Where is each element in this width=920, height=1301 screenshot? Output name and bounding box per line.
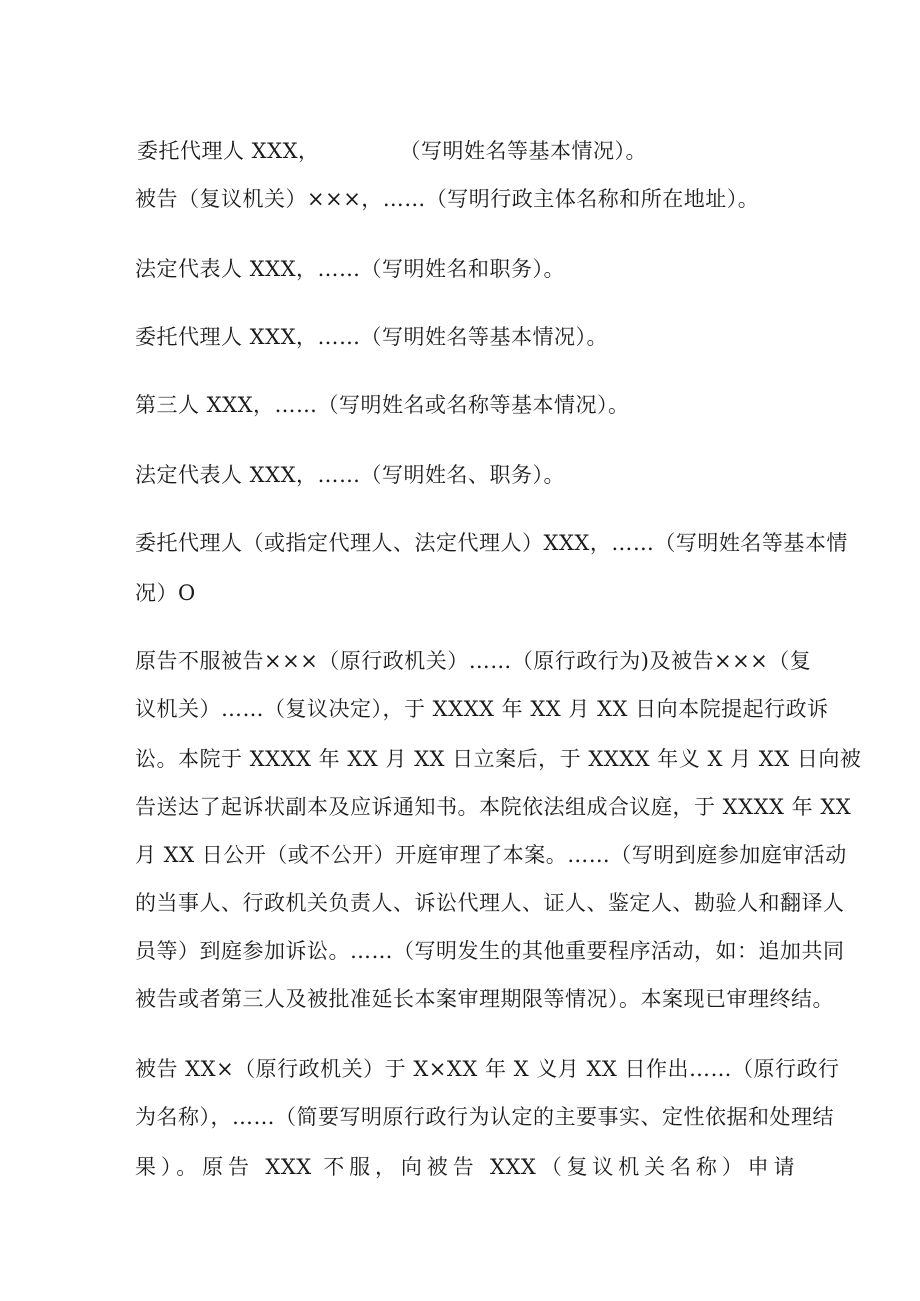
paragraph-line: 法定代表人 XXX，……（写明姓名、职务）。 bbox=[135, 463, 566, 487]
paragraph-line: 被告或者第三人及被批准延长本案审理期限等情况）。本案现已审理终结。 bbox=[135, 987, 834, 1011]
paragraph-line bbox=[137, 138, 647, 164]
paragraph-line: 况）O bbox=[135, 581, 196, 605]
paragraph-line: 法定代表人 XXX，……（写明姓名和职务）。 bbox=[135, 257, 566, 281]
paragraph-line: 告送达了起诉状副本及应诉通知书。本院依法组成合议庭，于 XXXX 年 XX bbox=[135, 795, 852, 819]
paragraph-line: 的当事人、行政机关负责人、诉讼代理人、证人、鉴定人、勘验人和翻译人 bbox=[135, 891, 845, 915]
paragraph-line: 员等）到庭参加诉讼。……（写明发生的其他重要程序活动，如：追加共同 bbox=[135, 939, 845, 963]
paragraph-line: 讼。本院于 XXXX 年 XX 月 XX 日立案后，于 XXXX 年义 X 月 XX 日向被 bbox=[135, 747, 862, 771]
paragraph-line: 果）。原告 XXX 不服，向被告 XXX（复议机关名称）申请 bbox=[135, 1155, 795, 1179]
line-segment: （写明姓名等基本情况）。 bbox=[399, 139, 648, 163]
paragraph-line: 被告 XX×（原行政机关）于 X×XX 年 X 义月 XX 日作出……（原行政行 bbox=[135, 1057, 840, 1081]
paragraph-line: 原告不服被告×××（原行政机关）……（原行政行为)及被告×××（复 bbox=[135, 649, 812, 673]
paragraph-line: 为名称），……（简要写明原行政行为认定的主要事实、定性依据和处理结 bbox=[135, 1105, 834, 1129]
paragraph-line: 月 XX 日公开（或不公开）开庭审理了本案。……（写明到庭参加庭审活动 bbox=[135, 843, 847, 867]
line-segment: 委托代理人 XXX， bbox=[137, 139, 320, 163]
paragraph-line: 委托代理人 XXX，……（写明姓名等基本情况）。 bbox=[135, 325, 609, 349]
paragraph-line: 第三人 XXX，……（写明姓名或名称等基本情况）。 bbox=[135, 393, 630, 417]
paragraph-line: 被告（复议机关）×××，……（写明行政主体名称和所在地址）。 bbox=[135, 187, 760, 211]
paragraph-line: 议机关）……（复议决定），于 XXXX 年 XX 月 XX 日向本院提起行政诉 bbox=[135, 697, 829, 721]
paragraph-line: 委托代理人（或指定代理人、法定代理人）XXX，……（写明姓名等基本情 bbox=[135, 531, 848, 555]
